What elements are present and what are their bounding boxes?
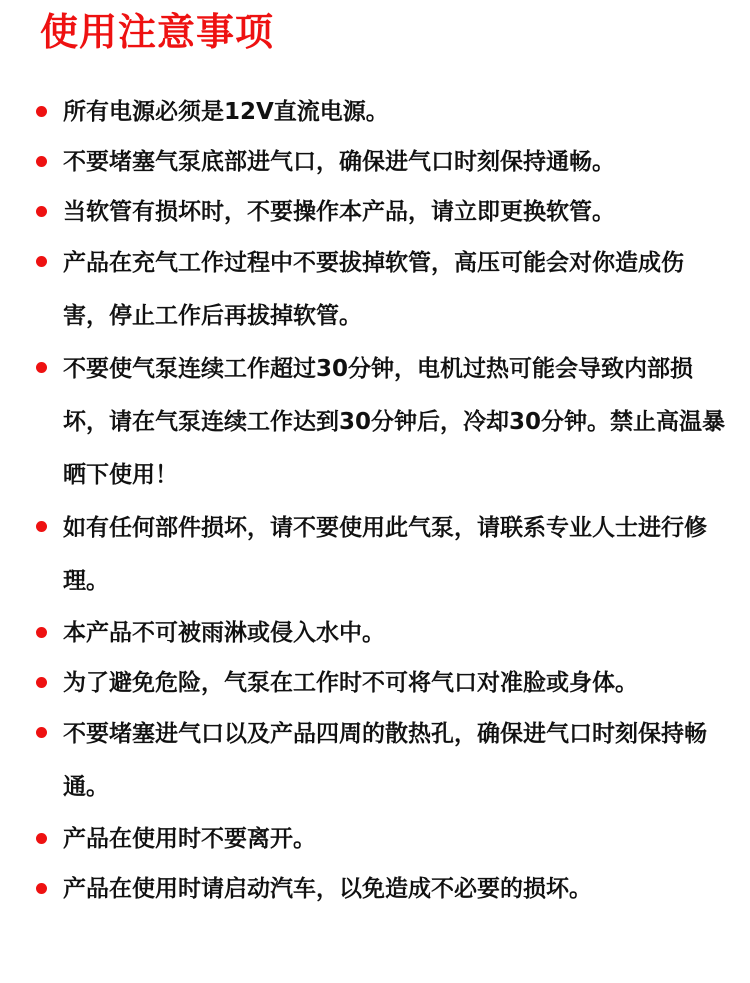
list-item-text: 当软管有损坏时，不要操作本产品，请立即更换软管。 xyxy=(63,199,615,225)
list-item-text: 不要使气泵连续工作超过30分钟，电机过热可能会导致内部损坏，请在气泵连续工作达到30分钟后，冷却30分钟。禁止高温暴晒下使用！ xyxy=(63,356,726,488)
bullet-dot-icon xyxy=(36,156,47,167)
bullet-dot-icon xyxy=(36,677,47,688)
list-item xyxy=(0,608,750,658)
list-item-text: 不要堵塞进气口以及产品四周的散热孔，确保进气口时刻保持畅通。 xyxy=(63,721,707,800)
list-item xyxy=(0,814,750,864)
bullet-dot-icon xyxy=(36,106,47,117)
list-item xyxy=(0,343,750,502)
list-item xyxy=(0,658,750,708)
bullet-dot-icon xyxy=(36,206,47,217)
list-item xyxy=(0,237,750,343)
list-item xyxy=(0,87,750,137)
list-item-text: 产品在充气工作过程中不要拔掉软管，高压可能会对你造成伤害，停止工作后再拔掉软管。 xyxy=(63,250,684,329)
list-item xyxy=(0,137,750,187)
bullet-dot-icon xyxy=(36,256,47,267)
bullet-dot-icon xyxy=(36,883,47,894)
list-item-text: 为了避免危险，气泵在工作时不可将气口对准脸或身体。 xyxy=(63,670,638,696)
bullet-dot-icon xyxy=(36,521,47,532)
list-item xyxy=(0,187,750,237)
list-item-text: 不要堵塞气泵底部进气口，确保进气口时刻保持通畅。 xyxy=(63,149,615,175)
list-item-text: 产品在使用时请启动汽车，以免造成不必要的损坏。 xyxy=(63,876,592,902)
list-item xyxy=(0,864,750,914)
list-item-text: 所有电源必须是12V直流电源。 xyxy=(63,99,389,125)
list-item-text: 产品在使用时不要离开。 xyxy=(63,826,316,852)
list-item xyxy=(0,502,750,608)
bullet-dot-icon xyxy=(36,362,47,373)
bullet-dot-icon xyxy=(36,833,47,844)
bullet-dot-icon xyxy=(36,627,47,638)
list-item-text: 如有任何部件损坏，请不要使用此气泵，请联系专业人士进行修理。 xyxy=(63,515,707,594)
bullet-dot-icon xyxy=(36,727,47,738)
list-item xyxy=(0,708,750,814)
precautions-list xyxy=(0,87,750,914)
list-item-text: 本产品不可被雨淋或侵入水中。 xyxy=(63,620,385,646)
page-title: 使用注意事项 xyxy=(40,10,275,54)
